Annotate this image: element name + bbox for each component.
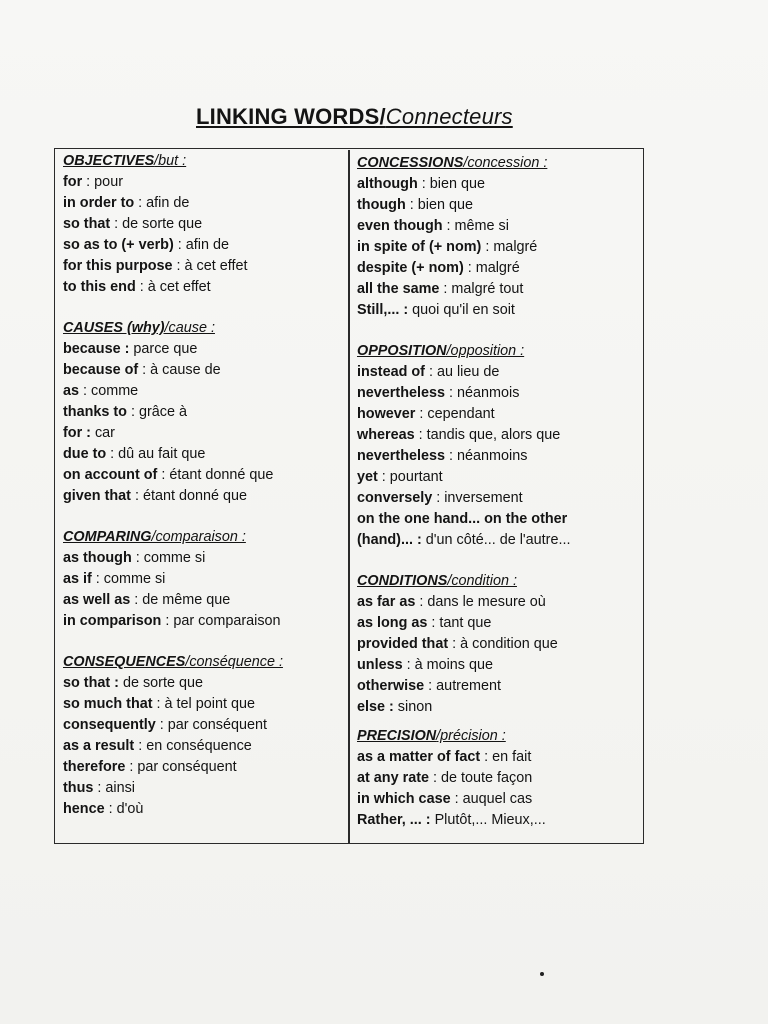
- entry-term: given that: [63, 488, 131, 504]
- section-concessions: [357, 153, 642, 321]
- section-precision: [357, 726, 642, 831]
- entry-term: nevertheless: [357, 448, 445, 464]
- scan-speck: [540, 972, 544, 976]
- entry-term: on account of: [63, 467, 158, 483]
- entry-translation: : de même que: [130, 592, 231, 608]
- entry-translation: : bien que: [417, 176, 485, 192]
- heading-english: COMPARING: [63, 529, 152, 545]
- section-heading: [357, 341, 642, 362]
- title-slash: /: [379, 104, 386, 129]
- list-item: [357, 810, 642, 831]
- list-item: [357, 509, 642, 530]
- entry-term: so that :: [63, 675, 119, 691]
- heading-french: /but :: [154, 153, 187, 169]
- heading-english: CONCESSIONS: [357, 155, 464, 171]
- entry-term: on the one hand... on the other: [357, 511, 568, 527]
- list-item: [63, 193, 343, 214]
- entry-term: although: [357, 176, 418, 192]
- entry-translation: : grâce à: [126, 404, 187, 420]
- list-item: [63, 214, 343, 235]
- entry-translation: : à tel point que: [152, 696, 255, 712]
- entry-term: in comparison: [63, 613, 162, 629]
- section-conditions: [357, 571, 642, 718]
- heading-french: /précision :: [436, 728, 506, 744]
- entry-term: however: [357, 406, 416, 422]
- list-item: [63, 611, 343, 632]
- entry-translation: : tandis que, alors que: [414, 427, 561, 443]
- list-item: [63, 402, 343, 423]
- entry-translation: : par conséquent: [125, 759, 237, 775]
- entry-translation: : de toute façon: [429, 770, 533, 786]
- section-opposition: [357, 341, 642, 551]
- entry-translation: : même si: [442, 218, 509, 234]
- list-item: [63, 486, 343, 507]
- entry-term: all the same: [357, 281, 440, 297]
- list-item: [357, 279, 642, 300]
- entry-term: as long as: [357, 615, 428, 631]
- entry-translation: parce que: [129, 341, 198, 357]
- entry-translation: : d'où: [104, 801, 144, 817]
- entry-term: so much that: [63, 696, 153, 712]
- list-item: [357, 592, 642, 613]
- entry-term: as if: [63, 571, 92, 587]
- list-item: [357, 425, 642, 446]
- entry-term: at any rate: [357, 770, 429, 786]
- list-item: [357, 789, 642, 810]
- section-heading: [63, 318, 343, 339]
- title-english: LINKING WORDS: [196, 104, 380, 129]
- entry-term: for :: [63, 425, 91, 441]
- list-item: [357, 488, 642, 509]
- list-item: [357, 383, 642, 404]
- section-comparing: [63, 527, 343, 632]
- entry-translation: : à cause de: [138, 362, 221, 378]
- entry-translation: : cependant: [415, 406, 495, 422]
- entry-translation: : autrement: [424, 678, 501, 694]
- entry-term: else :: [357, 699, 394, 715]
- list-item: [63, 799, 343, 820]
- entry-term: though: [357, 197, 406, 213]
- entry-translation: : dû au fait que: [106, 446, 206, 462]
- list-item: [63, 256, 343, 277]
- entry-translation: : comme si: [91, 571, 166, 587]
- list-item: [357, 747, 642, 768]
- list-item: [63, 694, 343, 715]
- entry-translation: : pour: [82, 174, 123, 190]
- list-item: [357, 404, 642, 425]
- list-item: [63, 444, 343, 465]
- section-objectives: [63, 151, 343, 298]
- list-item: [357, 768, 642, 789]
- heading-french: /condition :: [447, 573, 517, 589]
- entry-translation: car: [90, 425, 115, 441]
- heading-english: PRECISION: [357, 728, 437, 744]
- entry-term: consequently: [63, 717, 156, 733]
- list-item: [357, 216, 642, 237]
- entry-term: conversely: [357, 490, 433, 506]
- entry-term: thus: [63, 780, 94, 796]
- entry-term: as well as: [63, 592, 131, 608]
- entry-term: thanks to: [63, 404, 127, 420]
- heading-english: CONDITIONS: [357, 573, 448, 589]
- entry-term: despite (+ nom): [357, 260, 464, 276]
- list-item: [63, 673, 343, 694]
- heading-english: CAUSES (why): [63, 320, 165, 336]
- list-item: [63, 465, 343, 486]
- entry-translation: : ainsi: [93, 780, 135, 796]
- list-item: [357, 676, 642, 697]
- entry-term: in spite of (+ nom): [357, 239, 482, 255]
- entry-translation: : à condition que: [448, 636, 558, 652]
- entry-translation: : auquel cas: [450, 791, 533, 807]
- list-item: [357, 237, 642, 258]
- list-item: [357, 467, 642, 488]
- left-column: [63, 151, 343, 820]
- list-item: [63, 590, 343, 611]
- list-item: [357, 362, 642, 383]
- entry-term: as though: [63, 550, 132, 566]
- entry-translation: : malgré tout: [439, 281, 524, 297]
- entry-term: unless: [357, 657, 403, 673]
- entry-translation: : dans le mesure où: [415, 594, 546, 610]
- entry-translation: : tant que: [427, 615, 492, 631]
- section-consequences: [63, 652, 343, 820]
- list-item: [357, 613, 642, 634]
- section-causes: [63, 318, 343, 507]
- entry-term: in order to: [63, 195, 135, 211]
- section-heading: [357, 726, 642, 747]
- entry-translation: : en fait: [480, 749, 532, 765]
- entry-translation: : inversement: [432, 490, 523, 506]
- entry-term: hence: [63, 801, 105, 817]
- entry-translation: : à cet effet: [135, 279, 211, 295]
- entry-term: whereas: [357, 427, 415, 443]
- entry-translation: : afin de: [134, 195, 190, 211]
- entry-term: because :: [63, 341, 130, 357]
- section-heading: [63, 652, 343, 673]
- list-item: [63, 548, 343, 569]
- entry-translation: Plutôt,... Mieux,...: [430, 812, 546, 828]
- list-item: [63, 172, 343, 193]
- list-item: [63, 339, 343, 360]
- entry-term: as a result: [63, 738, 135, 754]
- entry-term: instead of: [357, 364, 425, 380]
- entry-term: for this purpose: [63, 258, 173, 274]
- list-item: [357, 697, 642, 718]
- entry-translation: : pourtant: [377, 469, 443, 485]
- entry-term: yet: [357, 469, 378, 485]
- entry-term: as a matter of fact: [357, 749, 481, 765]
- heading-french: /concession :: [463, 155, 548, 171]
- entry-translation: : bien que: [405, 197, 473, 213]
- entry-term: Rather, ... :: [357, 812, 431, 828]
- entry-term: to this end: [63, 279, 136, 295]
- column-divider: [348, 150, 350, 844]
- list-item: [357, 258, 642, 279]
- entry-translation: : à cet effet: [172, 258, 248, 274]
- list-item: [63, 736, 343, 757]
- entry-term: due to: [63, 446, 107, 462]
- list-item: [357, 446, 642, 467]
- heading-french: /cause :: [164, 320, 215, 336]
- entry-translation: d'un côté... de l'autre...: [421, 532, 571, 548]
- entry-term: therefore: [63, 759, 126, 775]
- section-heading: [63, 151, 343, 172]
- page-title: [196, 104, 513, 130]
- list-item: [357, 300, 642, 321]
- entry-term: because of: [63, 362, 139, 378]
- entry-term: as: [63, 383, 80, 399]
- entry-translation: : malgré: [463, 260, 520, 276]
- title-french: Connecteurs: [385, 104, 513, 129]
- heading-english: OPPOSITION: [357, 343, 447, 359]
- heading-french: /comparaison :: [151, 529, 246, 545]
- heading-english: CONSEQUENCES: [63, 654, 186, 670]
- list-item: [63, 381, 343, 402]
- list-item: [357, 195, 642, 216]
- list-item: [357, 634, 642, 655]
- entry-translation: : par conséquent: [155, 717, 267, 733]
- entry-translation: de sorte que: [118, 675, 203, 691]
- entry-term: provided that: [357, 636, 449, 652]
- entry-translation: : à moins que: [402, 657, 493, 673]
- entry-term: for: [63, 174, 83, 190]
- list-item: [63, 423, 343, 444]
- section-heading: [357, 153, 642, 174]
- entry-translation: : étant donné que: [157, 467, 274, 483]
- entry-term: nevertheless: [357, 385, 445, 401]
- entry-term: Still,... :: [357, 302, 409, 318]
- entry-translation: : comme si: [131, 550, 206, 566]
- entry-translation: : en conséquence: [134, 738, 252, 754]
- entry-translation: : néanmoins: [445, 448, 528, 464]
- entry-translation: : étant donné que: [130, 488, 247, 504]
- entry-translation: quoi qu'il en soit: [408, 302, 515, 318]
- entry-translation: : de sorte que: [110, 216, 203, 232]
- list-item: [63, 235, 343, 256]
- entry-translation: sinon: [393, 699, 433, 715]
- section-heading: [357, 571, 642, 592]
- entry-translation: : au lieu de: [424, 364, 500, 380]
- list-item: [63, 360, 343, 381]
- entry-translation: : par comparaison: [161, 613, 281, 629]
- entry-term: as far as: [357, 594, 416, 610]
- entry-term: otherwise: [357, 678, 425, 694]
- list-item: [63, 569, 343, 590]
- list-item: [357, 655, 642, 676]
- right-column: [357, 153, 642, 831]
- list-item: [63, 757, 343, 778]
- entry-translation: : néanmois: [445, 385, 520, 401]
- list-item: [357, 530, 642, 551]
- entry-term: so that: [63, 216, 111, 232]
- list-item: [63, 277, 343, 298]
- entry-translation: : comme: [79, 383, 139, 399]
- list-item: [63, 778, 343, 799]
- entry-term: (hand)... :: [357, 532, 422, 548]
- section-heading: [63, 527, 343, 548]
- heading-english: OBJECTIVES: [63, 153, 155, 169]
- entry-term: so as to (+ verb): [63, 237, 174, 253]
- heading-french: /opposition :: [446, 343, 525, 359]
- entry-translation: : malgré: [481, 239, 538, 255]
- entry-term: in which case: [357, 791, 451, 807]
- entry-term: even though: [357, 218, 443, 234]
- list-item: [63, 715, 343, 736]
- heading-french: /conséquence :: [185, 654, 283, 670]
- entry-translation: : afin de: [173, 237, 229, 253]
- list-item: [357, 174, 642, 195]
